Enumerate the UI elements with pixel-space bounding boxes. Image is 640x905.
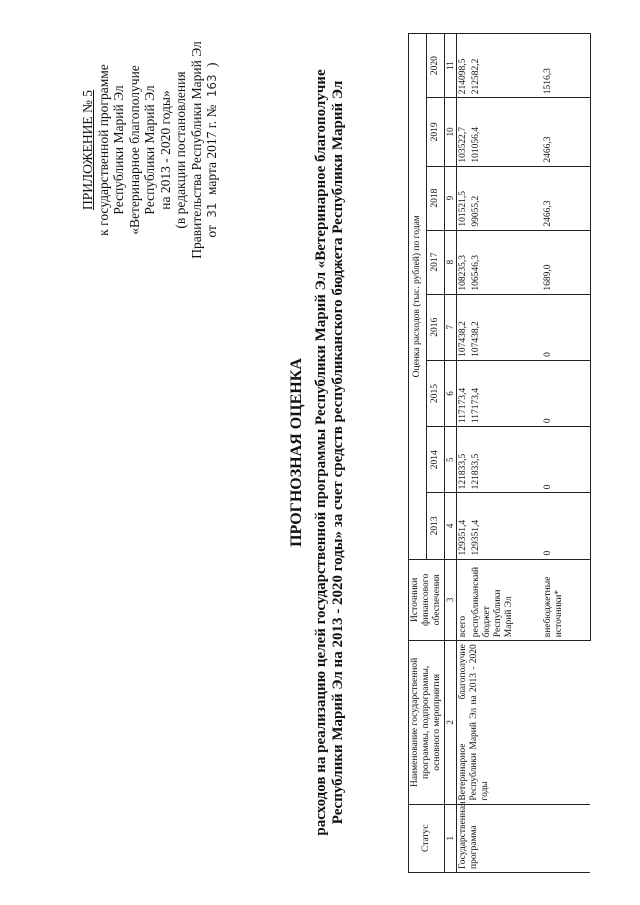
appendix-line: Республики Марий Эл	[111, 85, 126, 215]
header-year: 2016	[427, 294, 445, 360]
value-cell: 1516,3	[542, 34, 590, 98]
header-year: 2014	[427, 427, 445, 493]
header-source: Источники финансового обеспечения	[409, 559, 445, 641]
value-cell: 1689,0	[542, 230, 590, 294]
date-day: 31	[205, 202, 219, 218]
appendix-date-line	[204, 35, 221, 265]
appendix-line: Правительства Республики Марий Эл	[188, 41, 204, 259]
value-cell: 0	[542, 360, 590, 426]
header-year: 2015	[427, 360, 445, 426]
value-cell: 103522,7	[457, 98, 471, 166]
status-cell: Государственная программа	[457, 804, 591, 872]
document-subtitle-line2: Республики Марий Эл на 2013 - 2020 годы» за счет средств республиканского бюджета Республики Марий Эл	[330, 80, 346, 825]
column-index: 11	[445, 34, 457, 98]
source-cell: республиканский бюджет Республики Марий Эл	[470, 559, 542, 641]
source-cell: всего	[457, 559, 471, 641]
header-year: 2017	[427, 230, 445, 294]
value-cell: 107438,2	[470, 294, 542, 360]
value-cell: 129351,4	[457, 493, 471, 559]
column-index: 7	[445, 294, 457, 360]
column-index: 6	[445, 360, 457, 426]
value-cell: 99055,2	[470, 166, 542, 230]
header-name: Наименование государственной программы, подпрограммы, основного мероприятия	[409, 641, 445, 804]
program-name-cell: Ветеринарное благополучие Республики Марий Эл на 2013 - 2020 годы	[457, 641, 591, 804]
appendix-block	[80, 35, 221, 265]
date-prefix: от	[204, 225, 219, 238]
value-cell: 214098,5	[457, 34, 471, 98]
column-index: 5	[445, 427, 457, 493]
appendix-line: к государственной программе	[95, 64, 111, 236]
appendix-line: (в редакции постановления	[173, 71, 188, 229]
value-cell: 2466,3	[542, 166, 590, 230]
column-index: 2	[445, 641, 457, 804]
value-cell: 0	[542, 427, 590, 493]
source-cell: внебюджетные источники*	[542, 559, 590, 641]
value-cell: 212582,2	[470, 34, 542, 98]
column-index: 1	[445, 804, 457, 872]
table-row	[457, 34, 471, 873]
value-cell: 117173,4	[470, 360, 542, 426]
appendix-title: ПРИЛОЖЕНИЕ № 5	[80, 89, 95, 211]
appendix-line: Республики Марий Эл	[142, 85, 157, 215]
value-cell: 121833,5	[457, 427, 471, 493]
header-estimate: Оценка расходов (тыс. рублей) по годам	[409, 34, 427, 560]
appendix-line: на 2013 - 2020 годы»	[157, 90, 173, 210]
value-cell: 129351,4	[470, 493, 542, 559]
document-subtitle-line1: расходов на реализацию целей государственной программы Республики Марий Эл «Ветеринарное благополучие	[313, 69, 329, 836]
header-year: 2020	[427, 34, 445, 98]
column-index: 8	[445, 230, 457, 294]
value-cell: 101521,5	[457, 166, 471, 230]
value-cell: 2466,3	[542, 98, 590, 166]
header-year: 2019	[427, 98, 445, 166]
expenditure-table	[408, 33, 591, 873]
column-index: 9	[445, 166, 457, 230]
value-cell: 101056,4	[470, 98, 542, 166]
value-cell: 121833,5	[470, 427, 542, 493]
column-index: 4	[445, 493, 457, 559]
value-cell: 0	[542, 493, 590, 559]
date-suffix: )	[204, 62, 219, 67]
document-title: ПРОГНОЗНАЯ ОЦЕНКА	[288, 358, 305, 547]
header-year: 2018	[427, 166, 445, 230]
value-cell: 117173,4	[457, 360, 471, 426]
document-heading	[288, 20, 347, 885]
column-index: 3	[445, 559, 457, 641]
date-mid: марта 2017 г. №	[204, 104, 219, 196]
value-cell: 0	[542, 294, 590, 360]
header-status: Статус	[409, 804, 445, 872]
value-cell: 106546,3	[470, 230, 542, 294]
decree-number: 163	[205, 74, 219, 98]
value-cell: 107438,2	[457, 294, 471, 360]
column-index: 10	[445, 98, 457, 166]
value-cell: 108235,3	[457, 230, 471, 294]
appendix-line: «Ветеринарное благополучие	[126, 65, 142, 235]
header-year: 2013	[427, 493, 445, 559]
